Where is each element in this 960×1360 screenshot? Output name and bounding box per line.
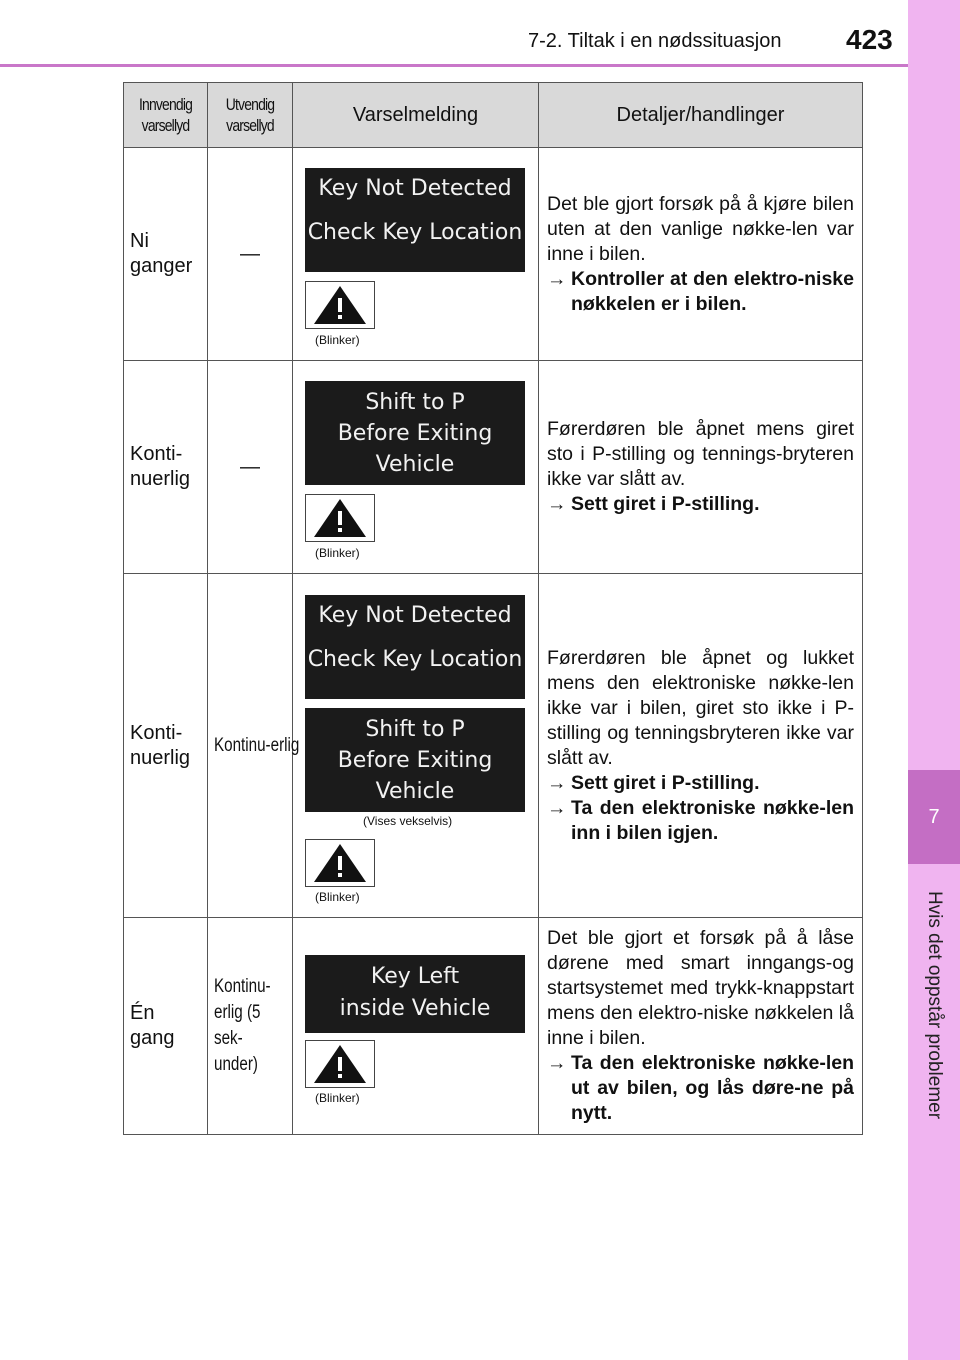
message-cell: [293, 574, 539, 918]
detail-text: Det ble gjort forsøk på å kjøre bilen uten at den vanlige nøkke-len var inne i bilen.: [547, 192, 854, 265]
table-header-row: [124, 83, 863, 148]
header-details: Detaljer/handlinger: [539, 83, 863, 148]
warning-triangle-icon: [305, 839, 375, 887]
details-cell: [539, 148, 863, 361]
message-cell: [293, 361, 539, 574]
warning-triangle-icon: [305, 494, 375, 542]
detail-text: Førerdøren ble åpnet mens giret sto i P-stilling og tennings-bryteren ikke var slått av.: [547, 418, 854, 490]
display-message: Key Not Detected Check Key Location: [305, 168, 525, 272]
warning-table: [123, 82, 863, 1135]
header-outside-buzzer: Utvendig varsellyd: [208, 83, 293, 148]
alternate-caption: (Vises vekselvis): [363, 814, 453, 828]
chapter-sidebar: [908, 0, 960, 1360]
details-cell: [539, 574, 863, 918]
chapter-label: Hvis det oppstår problemer: [924, 890, 945, 1120]
header-rule: [0, 64, 908, 67]
outside-buzzer-cell: —: [208, 361, 293, 574]
message-cell: [293, 918, 539, 1135]
display-message: Shift to P Before Exiting Vehicle: [305, 381, 525, 485]
display-message: Key Left inside Vehicle: [305, 955, 525, 1033]
header-message: Varselmelding: [293, 83, 539, 148]
warning-triangle-icon: [305, 281, 375, 329]
table-row: [124, 148, 863, 361]
outside-buzzer-cell: Kontinu-erlig (5 sek-under): [208, 918, 293, 1135]
detail-text: Det ble gjort et forsøk på å låse dørene med smart inngangs-og startsystemet med trykk-knappstart mens den elektro-niske nøkkelen lå inne i bilen.: [547, 927, 854, 1049]
display-message: Shift to P Before Exiting Vehicle: [305, 708, 525, 812]
inside-buzzer-cell: Konti-nuerlig: [124, 574, 208, 918]
outside-buzzer-cell: —: [208, 148, 293, 361]
detail-text: Førerdøren ble åpnet og lukket mens den elektroniske nøkke-len ikke var i bilen, giret sto ikke i P-stilling og tenningsbryteren ikke var slått av.: [547, 646, 854, 769]
inside-buzzer-cell: Én gang: [124, 918, 208, 1135]
action-item: → Kontroller at den elektro-niske nøkkelen er i bilen.: [547, 267, 854, 315]
blink-caption: (Blinker): [315, 1091, 360, 1105]
inside-buzzer-cell: Konti-nuerlig: [124, 361, 208, 574]
details-cell: [539, 918, 863, 1135]
action-item: → Sett giret i P-stilling.: [547, 771, 760, 794]
chapter-number: 7: [928, 806, 940, 828]
outside-buzzer-cell: Kontinu-erlig: [208, 574, 293, 918]
blink-caption: (Blinker): [315, 333, 360, 347]
action-item: → Sett giret i P-stilling.: [547, 493, 760, 515]
action-item: → Ta den elektroniske nøkke-len inn i bilen igjen.: [547, 796, 854, 844]
details-cell: [539, 361, 863, 574]
blink-caption: (Blinker): [315, 890, 360, 904]
warning-triangle-icon: [305, 1040, 375, 1088]
inside-buzzer-cell: Ni ganger: [124, 148, 208, 361]
page-number: 423: [846, 24, 893, 55]
blink-caption: (Blinker): [315, 546, 360, 560]
section-title: 7-2. Tiltak i en nødssituasjon: [528, 30, 782, 52]
action-item: → Ta den elektroniske nøkke-len ut av bilen, og lås døre-ne på nytt.: [547, 1052, 854, 1124]
message-cell: [293, 148, 539, 361]
table-row: [124, 918, 863, 1135]
chapter-tab: [908, 770, 960, 864]
display-message: Key Not Detected Check Key Location: [305, 595, 525, 699]
table-row: [124, 361, 863, 574]
table-row: [124, 574, 863, 918]
header-inside-buzzer: Innvendig varsellyd: [124, 83, 208, 148]
